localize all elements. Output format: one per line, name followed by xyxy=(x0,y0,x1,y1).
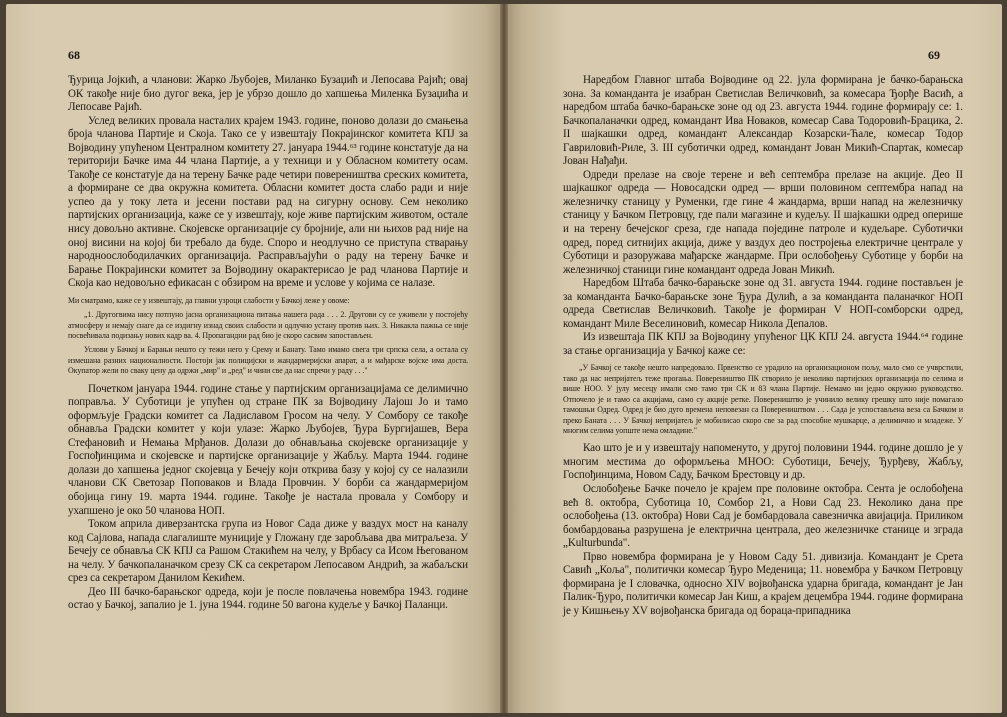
right-quote-body: „У Бачкој се такође нешто напредовало. Првенство се урадило на организационом пољу, мало смо се учврстили, тако да нас непријатељ теже прогања. Повереништво ПК створило је неколико партијских организација по селима и више НОО. У јулу месецу имали смо тамо три СК и 83 члана Партије. Немамо ни једно окружно руководство. Отпочело је и тамо са акцијама, само су акције ретке. Повереништво је учинило велику грешку што није помагало тамошњи Одред. Одред је био дуго времена неповезан са Повереништвом . . . Сада је успостављена веза са Бачком и преко Баната . . . У Бачкој непријатељ је мобилисао скоро све за рад способне мушкарце, а делимично и младеже. У многим селима уопште нема омладине." xyxy=(563,363,963,435)
left-paragraph-3: Почетком јануара 1944. године стање у партијским организацијама се делимично поправља. У Суботици је упућен од стране ПК за Војводину Лајош Јо и тамо оформљује Градски комитет са Ладиславом Гросом на челу. У Сомбору се такође обнавља Градски комитет у који улазе: Жарко Љубојев, Ђура Бургијашев, Вера Стефановић и Немања Мрђанов. Долази до обнављања скојевске организације у Госпођинцима и скојевске и партијске организације у Жабљу. Марта 1944. године долази до хапшења једног скојевца у Бечеју који открива базу у којој су се налазили чланови СК Светозар Поповаков и Влада Провчин. У борби са жандармеријом обојица гину 19. марта 1944. године. Такође је настала провала у Сомбору и ухапшено је око 50 чланова НОП. xyxy=(68,382,468,517)
right-paragraph-2: Одреди прелазе на своје терене и већ септембра прелазе на акције. Део II шајкашког одреда — Новосадски одред — врши половином септембра напад на железничку станицу у Руменки, где гине 4 жандарма, врши напад на железничку станицу у Бачком Петровцу, где пали магазине и кудељу. II шајкашки одред оперише и на терену бечејског среза, где напада поједине патроле и кудељаре. Суботички одред, поред ситнијих акција, диже у ваздух део постројења електричне централе у Суботици и разоружава мађарске жандарме. При ослобођењу Суботице у борби на железничкој станици гине командант одреда Јован Микић. xyxy=(563,168,963,276)
left-page-number: 68 xyxy=(68,48,80,62)
right-quote xyxy=(563,363,963,436)
left-text-block xyxy=(68,74,468,613)
left-quote-intro: Ми сматрамо, каже се у извештају, да главни узроци слабости у Бачкој леже у овоме: xyxy=(68,295,350,305)
right-paragraph-4: Из извештаја ПК КПЈ за Војводину упућеног ЦК КПЈ 24. августа 1944.⁶⁴ године за стање организација у Бачкој каже се: xyxy=(563,331,963,357)
right-text-block xyxy=(563,74,963,618)
left-paragraph-4: Током априла диверзантска група из Новог Сада диже у ваздух мост на каналу код Сајлова, напада слагалиште муниције у Гложану где заробљава два митраљеза. У Бечеју се обнавља СК КПЈ са Рашом Стакићем на челу, у Врбасу са Исом Његованом на челу. У бачкопаланачком срезу СК са секретаром Лепосавом Андрић, за жабаљски срез са секретаром Данилом Кекићем. xyxy=(68,518,468,585)
left-quote-body-2: Услови у Бачкој и Барањи нешто су тежи него у Срему и Банату. Тамо имамо свега три српска села, а остала су измешана разних националности. Постоји јак полицијски и жандармеријски апарат, а и мађарске војске има доста. Окупатор жели по сваку цену да одржи „мир" и „ред" и чини све да нас спречи у раду . . ." xyxy=(68,345,468,376)
left-paragraph-5: Део III бачко-барањског одреда, који је после повлачења новембра 1943. године остао у Бачкој, запалио је 1. јуна 1944. године 50 вагона кудеље у Бачкој Паланци. xyxy=(68,585,468,612)
right-paragraph-1: Наредбом Главног штаба Војводине од 22. јула формирана је бачко-барањска зона. За команданта је изабран Светислав Величковић, за комесара Ђорђе Васић, а наредбом штаба бачко-барањске зоне од од 23. августа 1944. године формирају се: 1. Бачкопаланачки одред, командант Ива Новаков, комесар Сава Тодоровић-Брацика, 2. II шајкашки одред, командант Александар Козарски-Ћале, комесар Тодор Гавриловић-Риле, 3. III суботички одред, командант Јован Микић-Спартак, комесар Јован Нађађи. xyxy=(563,74,963,168)
right-paragraph-6: Ослобођење Бачке почело је крајем пре половине октобра. Сента је ослобођена већ 8. октобра, Суботица 10, Сомбор 21, а Нови Сад 23. Неколико дана пре ослобођења (13. октобра) Нови Сад је бомбардовала савезничка авијација. Приликом бомбардовања разрушена је електрична централа, део железничке станице и зграда „Kulturbunda". xyxy=(563,482,963,550)
left-paragraph-2: Услед великих провала насталих крајем 1943. године, поново долази до смањења броја чланова Партије и Скоја. Тако се у извештају Покрајинског комитета КПЈ за Војводину упућеном Централном комитету 27. јануара 1944.⁶³ године констатује да на територији Бачке има 44 члана Партије, а у техници и у Обласном комитету осам. Такође се констатује да на терену Бачке раде четири повереништва среских комитета, а формиране се два окружна комитета. Обласни комитет доста слабо ради и није успео да у току лета и јесени постави рад на сигурну основу. Сем неколико партијских организација, каже се у извештају, које живе партијским животом, остале нису довољно активне. Скојевске организације су бројније, али ни њихов рад није на оној висини на којој би требало да буде. Споро и неодлучно се приступа стварању народноослободилачких организација. Расправљајући о раду на терену Бачке и Барање Покрајински комитет за Војводину окарактерисао је рад чланова Партије и Скоја као недовољно ефикасан с обзиром на време и услове у којима се налазе. xyxy=(68,114,468,290)
left-page xyxy=(6,4,500,713)
right-paragraph-3: Наредбом Штаба бачко-барањске зоне од 31. августа 1944. године постављен је за команданта Бачко-барањске зоне Ђура Дулић, а за команданта паланачког НОП одреда Светислав Величковић. Такође је формиран V НОП-сомборски одред, командант Миле Веселиновић, комесар Никола Депалов. xyxy=(563,277,963,330)
right-page xyxy=(508,4,1002,713)
book-gutter xyxy=(500,4,508,713)
left-quote xyxy=(68,296,468,377)
right-paragraph-7: Прво новембра формирана је у Новом Саду 51. дивизија. Командант је Срета Савић „Коља", политички комесар Ђуро Меденица; 11. новембра у Бачком Петровцу формирана је I словачка, односно XIV војвођанска ударна бригада, командант је Јан Палик-Ђуро, политички комесар Јан Киш, а крајем децембра 1944. године формирана је у Кишњењу XV војвођанска бригада од бораца-припадника xyxy=(563,550,963,617)
left-quote-body-1: „1. Другогвима нису потпуно јасна организациона питања нашега рада . . . 2. Другови су се уживели у постојећу атмосферу и немају снаге да се издигну изнад своих слабости и одлучно устану против њих. 3. Никакла пажња се није посвећивала подизању нових кадр ва. 4. Пропагандни рад био је скоро сасвим запостављен. xyxy=(68,310,468,340)
right-page-number: 69 xyxy=(928,48,940,62)
left-paragraph-1: Ђурица Јојкић, а чланови: Жарко Љубојев, Миланко Бузаџић и Лепосава Рајић; овај ОК такође није био дугог века, јер је убрзо дошло до хапшења Миленка Бузаџића и Лепосаве Рајић. xyxy=(68,74,468,114)
right-paragraph-5: Као што је и у извештају напоменуто, у другој половини 1944. године дошло је у многим местима до оформљења МНОО: Суботици, Бечеју, Ђурђеву, Жабљу, Госпођинцима, Новом Саду, Бачком Брестовцу и др. xyxy=(563,442,963,482)
